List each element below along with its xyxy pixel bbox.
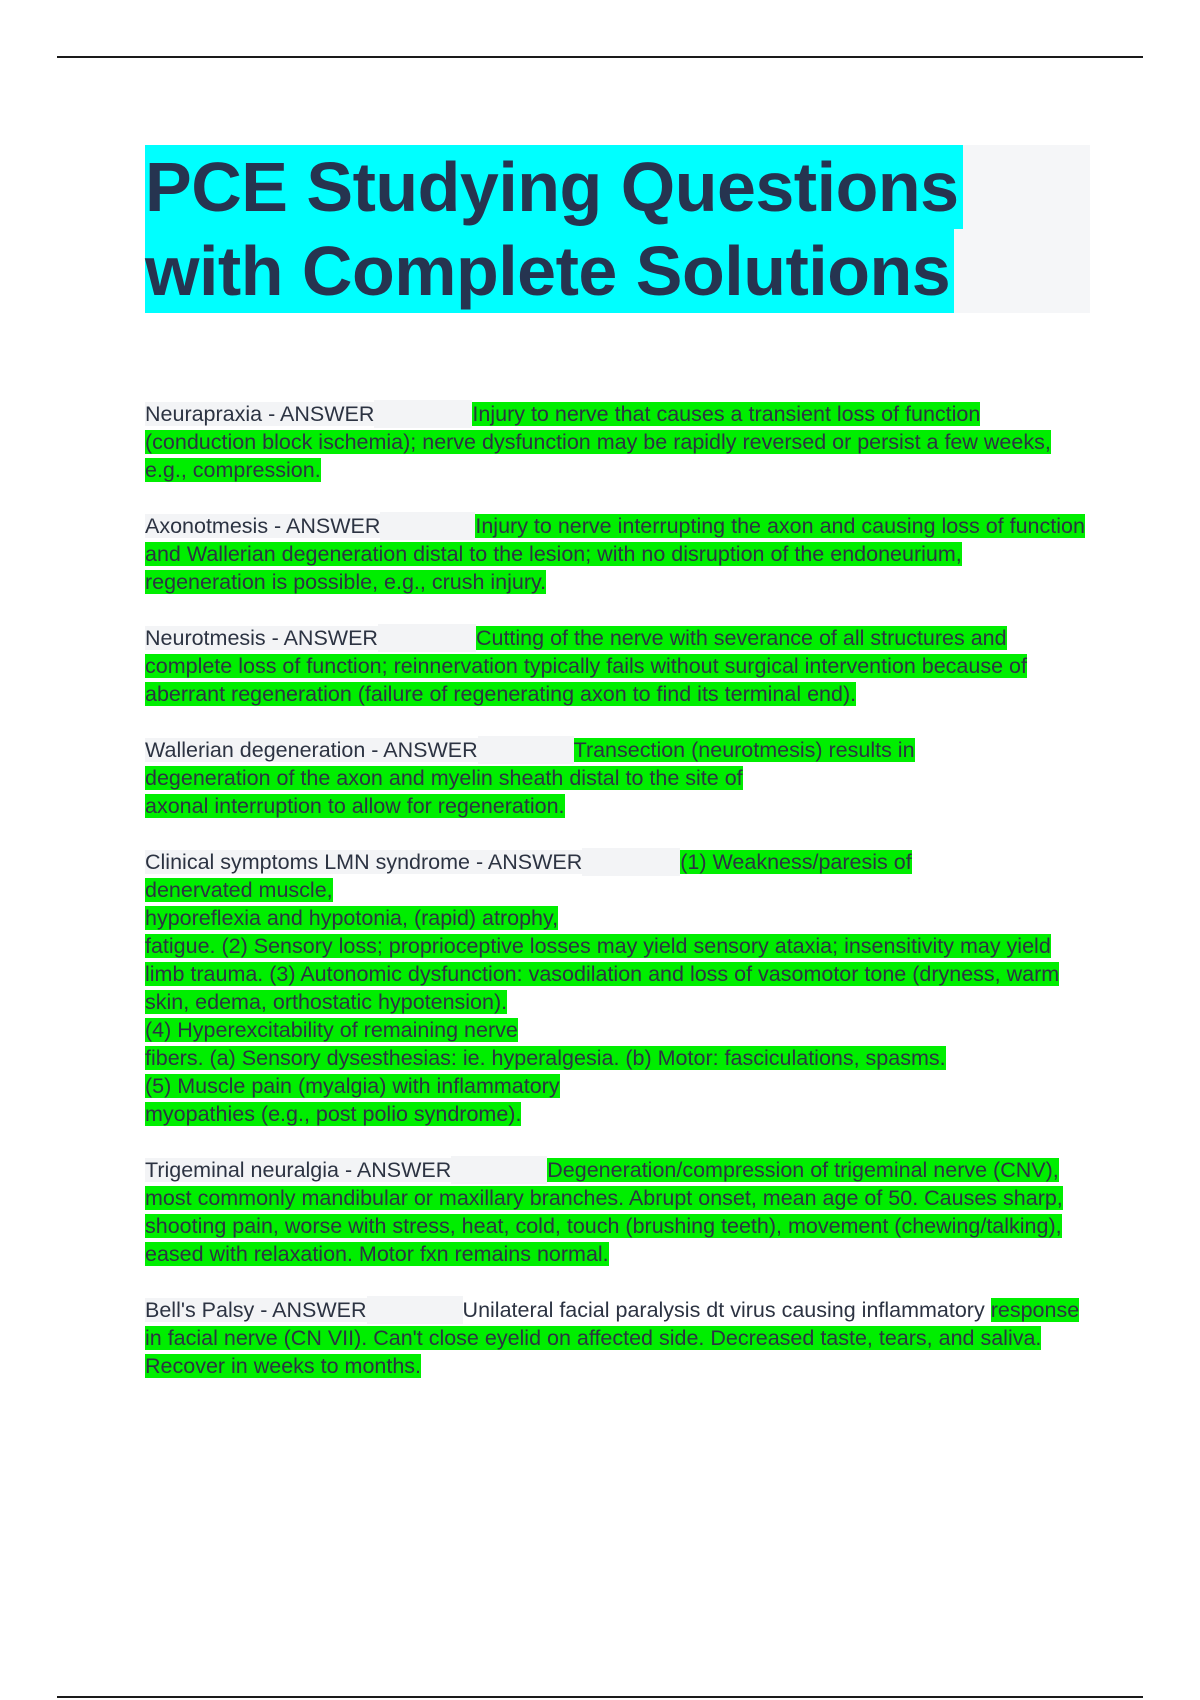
top-rule (57, 56, 1143, 58)
answer-text: Degeneration/compression of trigeminal nerve (CNV), most commonly mandibular or maxillary branches. Abrupt onset, mean age of 50. Causes sharp, shooting pain, worse with stress, heat, cold, touch (brushing teeth), movement (chewing/talking), eased with relaxation. Motor fxn remains normal. (145, 1158, 1063, 1266)
question-gap (367, 1296, 463, 1324)
answer-line: degeneration of the axon and myelin sheath distal to the site of (145, 766, 743, 790)
question-label: Bell's Palsy - ANSWER (145, 1298, 367, 1322)
answer-line: denervated muscle, (145, 878, 333, 902)
qa-item-wallerian-degeneration (145, 736, 1085, 820)
answer-line: (4) Hyperexcitability of remaining nerve (145, 1018, 518, 1042)
bottom-rule (57, 1696, 1143, 1698)
document-title (145, 145, 1090, 313)
answer-line: (1) Weakness/paresis of (680, 850, 912, 874)
question-gap (451, 1156, 547, 1184)
qa-item-axonotmesis (145, 512, 1085, 596)
question-gap (378, 624, 476, 652)
question-label: Neurotmesis - ANSWER (145, 626, 378, 650)
answer-text: Cutting of the nerve with severance of all structures and complete loss of function; reinnervation typically fails without surgical intervention because of aberrant regeneration (failure of regenerating axon to find its terminal end). (145, 626, 1027, 706)
answer-line: (5) Muscle pain (myalgia) with inflammatory (145, 1074, 560, 1098)
question-gap (478, 736, 574, 764)
question-gap (374, 400, 472, 428)
qa-list (145, 400, 1085, 1408)
question-gap (582, 848, 680, 876)
question-label: Wallerian degeneration - ANSWER (145, 738, 478, 762)
answer-line: Transection (neurotmesis) results in (573, 738, 915, 762)
answer-text: Injury to nerve interrupting the axon and causing loss of function and Wallerian degeneration distal to the lesion; with no disruption of the endoneurium, regeneration is possible, e.g., crush injury. (145, 514, 1085, 594)
answer-text: response in facial nerve (CN VII). Can't close eyelid on affected side. Decreased taste, tears, and saliva. Recover in weeks to months. (145, 1298, 1080, 1378)
question-label: Axonotmesis - ANSWER (145, 514, 381, 538)
answer-line: myopathies (e.g., post polio syndrome). (145, 1102, 522, 1126)
title-block (145, 145, 1090, 313)
qa-item-trigeminal-neuralgia (145, 1156, 1085, 1268)
question-label: Trigeminal neuralgia - ANSWER (145, 1158, 452, 1182)
qa-item-neurapraxia (145, 400, 1085, 484)
question-label: Clinical symptoms LMN syndrome - ANSWER (145, 850, 583, 874)
answer-line: axonal interruption to allow for regeneration. (145, 794, 565, 818)
question-gap (380, 512, 475, 540)
answer-text: Injury to nerve that causes a transient loss of function (conduction block ischemia); nerve dysfunction may be rapidly reversed or persist a few weeks, e.g., compression. (145, 402, 1051, 482)
question-label: Neurapraxia - ANSWER (145, 402, 375, 426)
qa-item-bells-palsy (145, 1296, 1085, 1380)
title-line-2: with Complete Solutions (145, 229, 954, 313)
qa-item-neurotmesis (145, 624, 1085, 708)
answer-first-line: Unilateral facial paralysis dt virus causing inflammatory (462, 1298, 985, 1322)
qa-item-lmn-syndrome (145, 848, 1085, 1128)
answer-line: hyporeflexia and hypotonia, (rapid) atrophy, (145, 906, 559, 930)
answer-line: fibers. (a) Sensory dysesthesias: ie. hyperalgesia. (b) Motor: fasciculations, spasms. (145, 1046, 946, 1070)
answer-line: fatigue. (2) Sensory loss; proprioceptive losses may yield sensory ataxia; insensitivity may yield limb trauma. (3) Autonomic dysfunction: vasodilation and loss of vasomotor tone (dryness, warm skin, edema, orthostatic hypotension). (145, 934, 1060, 1014)
title-line-1: PCE Studying Questions (145, 145, 963, 229)
